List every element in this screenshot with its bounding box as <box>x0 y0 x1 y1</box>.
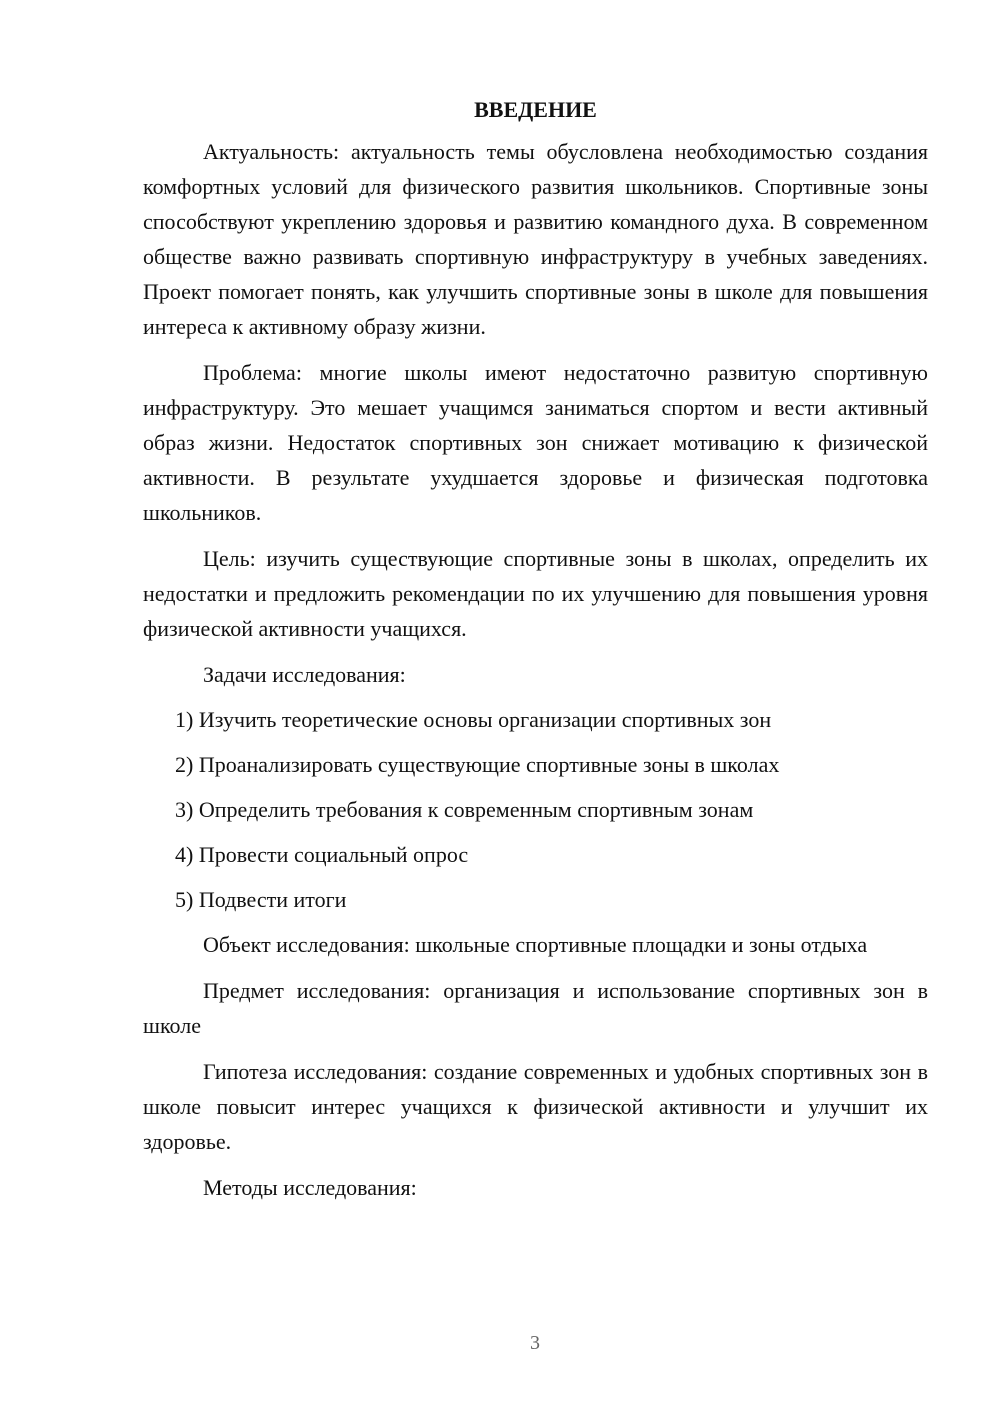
page-number: 3 <box>530 1332 540 1354</box>
problem-paragraph: Проблема: многие школы имеют недостаточно развитую спортивную инфраструктуру. Это мешает учащимся заниматься спортом и вести активный образ жизни. Недостаток спортивных зон снижает мотивацию к физической активности. В результате ухудшается здоровье и физическая подготовка школьников. <box>143 360 928 525</box>
task-item: 2) Проанализировать существующие спортивные зоны в школах <box>175 752 780 777</box>
task-item: 1) Изучить теоретические основы организации спортивных зон <box>175 707 772 732</box>
object-paragraph: Объект исследования: школьные спортивные площадки и зоны отдыха <box>203 932 868 957</box>
methods-label: Методы исследования: <box>203 1175 417 1200</box>
task-item: 4) Провести социальный опрос <box>175 842 469 867</box>
task-item: 3) Определить требования к современным спортивным зонам <box>175 797 754 822</box>
relevance-paragraph: Актуальность: актуальность темы обусловлена необходимостью создания комфортных условий для физического развития школьников. Спортивные зоны способствуют укреплению здоровья и развитию командного духа. В современном обществе важно развивать спортивную инфраструктуру в учебных заведениях. Проект помогает понять, как улучшить спортивные зоны в школе для повышения интереса к активному образу жизни. <box>143 139 928 339</box>
task-item: 5) Подвести итоги <box>175 887 347 912</box>
subject-paragraph: Предмет исследования: организация и использование спортивных зон в школе <box>143 978 928 1038</box>
tasks-list <box>143 702 928 917</box>
hypothesis-paragraph: Гипотеза исследования: создание современных и удобных спортивных зон в школе повысит интерес учащихся к физической активности и улучшит их здоровье. <box>143 1059 928 1154</box>
tasks-label: Задачи исследования: <box>203 662 406 687</box>
document-page <box>143 92 928 1215</box>
goal-paragraph: Цель: изучить существующие спортивные зоны в школах, определить их недостатки и предложить рекомендации по их улучшению для повышения уровня физической активности учащихся. <box>143 546 928 641</box>
page-title: ВВЕДЕНИЕ <box>474 97 597 122</box>
